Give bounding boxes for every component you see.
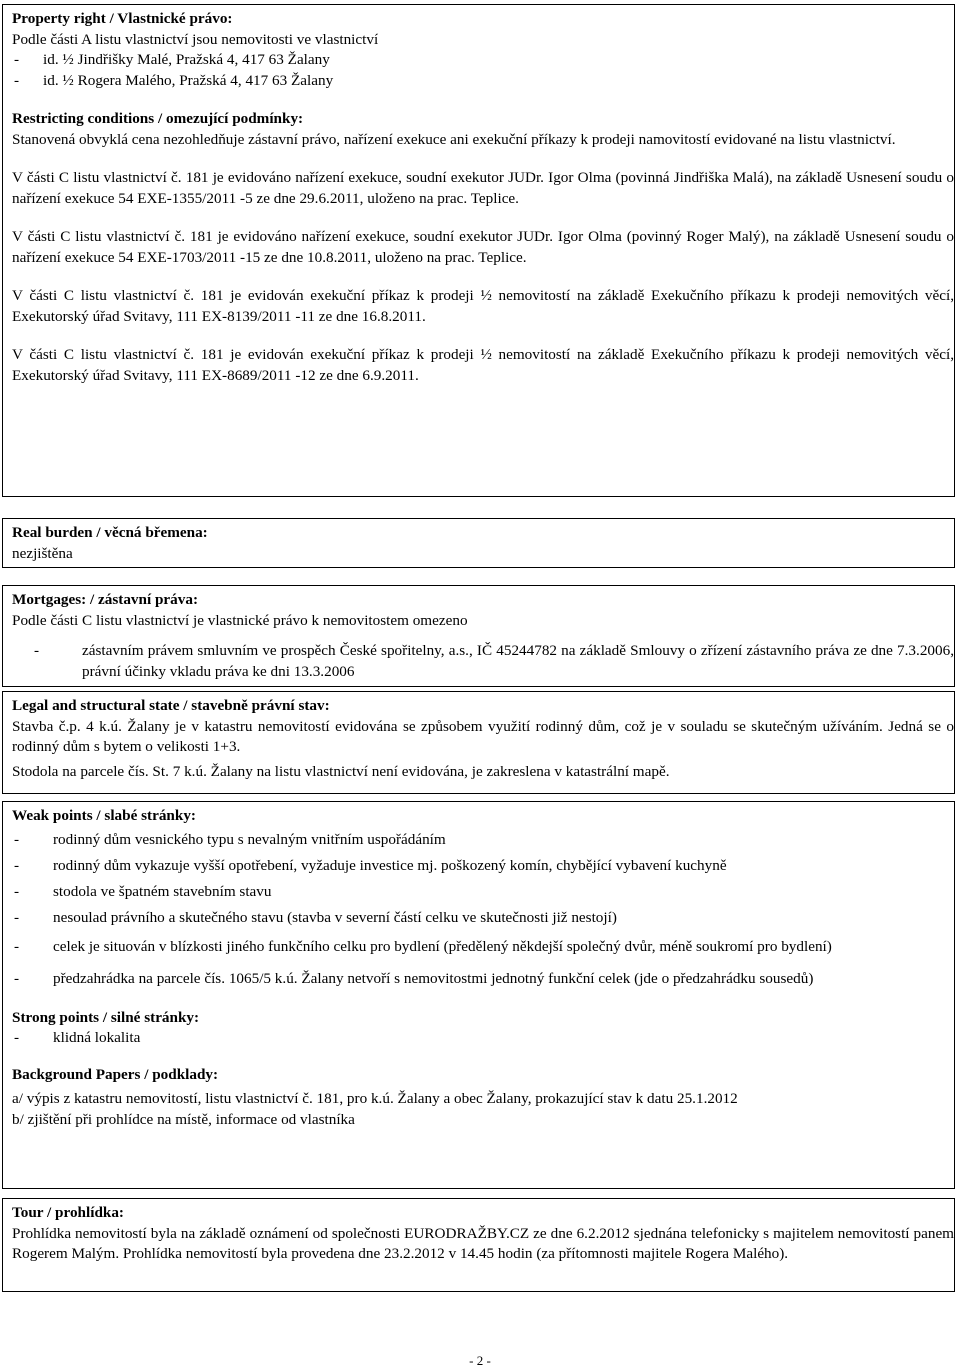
tour-text: Prohlídka nemovitostí byla na základě oznámení od společnosti EURODRAŽBY.CZ ze dne 6.2.2012 sjednána telefonicky s majitelem nemovitostí panem Rogerem Malým. Prohlídka nemovitostí byla provedena dne 23.2.2012 v 14.45 hodin (za přítomnosti majitele Rogera Malého). <box>12 1224 954 1262</box>
mortgage-item: - zástavním právem smluvním ve prospěch České spořitelny, a.s., IČ 45244782 na základě Smlouvy o zřízení zástavního práva ze dne 7.3.2006, právní účinky vkladu práva ke dni 13.3.2006 <box>34 642 954 680</box>
restricting-text: Stanovená obvyklá cena nezohledňuje zástavní právo, nařízení exekuce ani exekuční příkazy k prodeji namovitostí evidované na listu vlastnictví. <box>12 130 896 148</box>
weak-point-item: - předzahrádka na parcele čís. 1065/5 k.ú. Žalany netvoří s nemovitostmi jednotný funkční celek (jde o předzahrádku sousedů) <box>14 969 814 987</box>
section-points <box>2 801 955 1189</box>
weak-point-item: - nesoulad právního a skutečného stavu (stavba v severní částí celku ve skutečnosti již nestojí) <box>14 908 617 926</box>
register-entry: V části C listu vlastnictví č. 181 je evidován exekuční příkaz k prodeji ½ nemovitostí na základě Exekučního příkazu k prodeji nemovitých věcí, Exekutorský úřad Svitavy, 111 EX-8139/2011 -11 ze dne 16.8.2011. <box>12 287 954 325</box>
section-real-burden <box>2 518 955 568</box>
section-property-right <box>2 4 955 497</box>
weak-point-item: - celek je situován v blízkosti jiného funkčního celku pro bydlení (předělený někdejší společný dvůr, méně soukromí pro bydlení) <box>14 937 832 955</box>
background-item: a/ výpis z katastru nemovitostí, listu vlastnictví č. 181, pro k.ú. Žalany a obec Žalany, prokazující stav k datu 25.1.2012 <box>12 1090 738 1107</box>
weak-points-heading: Weak points / slabé stránky: <box>12 807 196 824</box>
background-item: b/ zjištění při prohlídce na místě, informace od vlastníka <box>12 1110 355 1128</box>
real-burden-heading: Real burden / věcná břemena: <box>12 524 208 541</box>
restricting-heading: Restricting conditions / omezující podmínky: <box>12 110 304 127</box>
legal-text-barn: Stodola na parcele čís. St. 7 k.ú. Žalany na listu vlastnictví není evidována, je zakreslena v katastrální mapě. <box>12 762 670 780</box>
background-papers-heading: Background Papers / podklady: <box>12 1065 219 1083</box>
mortgages-intro: Podle části C listu vlastnictví je vlastnické právo k nemovitostem omezeno <box>12 611 468 629</box>
register-entry: V části C listu vlastnictví č. 181 je evidováno nařízení exekuce, soudní exekutor JUDr. Igor Olma (povinná Jindřiška Malá), na základě Usnesení soudu o nařízení exekuce 54 EXE-1355/2011 -5 ze dne 29.6.2011, uloženo na prac. Teplice. <box>12 169 954 207</box>
legal-text: Stavba č.p. 4 k.ú. Žalany je v katastru nemovitostí evidována se způsobem využití rodinný dům, což je v souladu se skutečným užíváním. Jedná se o rodinný dům s bytem o velikosti 1+3. <box>12 717 954 755</box>
strong-point-item: - klidná lokalita <box>14 1029 141 1046</box>
register-entry: V části C listu vlastnictví č. 181 je evidován exekuční příkaz k prodeji ½ nemovitostí na základě Exekučního příkazu k prodeji nemovitých věcí, Exekutorský úřad Svitavy, 111 EX-8689/2011 -12 ze dne 6.9.2011. <box>12 346 954 384</box>
property-right-intro: Podle části A listu vlastnictví jsou nemovitosti ve vlastnictví <box>12 30 379 48</box>
weak-point-item: - stodola ve špatném stavebním stavu <box>14 882 272 900</box>
owner-item: - id. ½ Rogera Malého, Pražská 4, 417 63 Žalany <box>14 71 334 89</box>
section-tour <box>2 1198 955 1292</box>
mortgages-heading: Mortgages: / zástavní práva: <box>12 591 199 608</box>
register-entry: V části C listu vlastnictví č. 181 je evidováno nařízení exekuce, soudní exekutor JUDr. Igor Olma (povinný Roger Malý), na základě Usnesení soudu o nařízení exekuce 54 EXE-1703/2011 -15 ze dne 10.8.2011, uloženo na prac. Teplice. <box>12 228 954 266</box>
legal-heading: Legal and structural state / stavebně právní stav: <box>12 697 330 714</box>
tour-heading: Tour / prohlídka: <box>12 1204 124 1221</box>
weak-point-item: - rodinný dům vesnického typu s nevalným vnitřním uspořádáním <box>14 830 446 848</box>
owner-item: - id. ½ Jindřišky Malé, Pražská 4, 417 63 Žalany <box>14 51 330 68</box>
strong-points-heading: Strong points / silné stránky: <box>12 1008 200 1026</box>
real-burden-text: nezjištěna <box>12 544 73 562</box>
weak-point-item: - rodinný dům vykazuje vyšší opotřebení, vyžaduje investice mj. poškozený komín, chybějící vybavení kuchyně <box>14 856 727 874</box>
page-number: - 2 - <box>469 1353 491 1368</box>
property-right-heading: Property right / Vlastnické právo: <box>12 10 233 27</box>
section-legal-state <box>2 691 955 794</box>
section-mortgages <box>2 585 955 687</box>
